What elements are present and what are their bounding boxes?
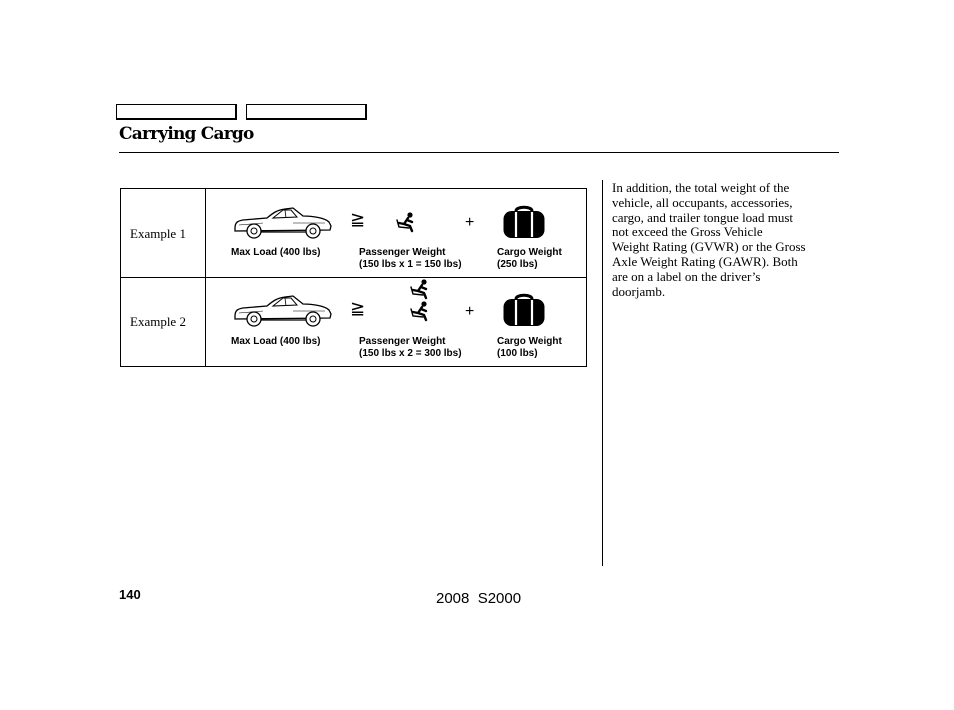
car-side-icon: [233, 204, 333, 240]
page-number: 140: [119, 587, 141, 602]
cargo-weight-value: (100 lbs): [497, 348, 538, 359]
paragraph-line: In addition, the total weight of the: [612, 180, 790, 195]
passenger-weight-calc: (150 lbs x 2 = 300 lbs): [359, 348, 462, 359]
example-row: [121, 189, 586, 278]
nav-tab-box-2[interactable]: [246, 104, 367, 120]
seated-passenger-icon: [409, 278, 431, 300]
passenger-weight-caption: [359, 247, 462, 271]
example-row: [121, 278, 586, 366]
paragraph-line: Weight Rating (GVWR) or the Gross: [612, 239, 806, 255]
seated-passenger-icon: [409, 300, 431, 322]
example-label-cell: [121, 278, 206, 366]
paragraph-line: doorjamb.: [612, 283, 666, 299]
paragraph-line: Axle Weight Rating (GAWR). Both: [612, 253, 798, 269]
cargo-weight-title: Cargo Weight: [497, 247, 562, 258]
cargo-weight-caption: [497, 336, 562, 360]
paragraph-line: cargo, and trailer tongue load must: [612, 209, 793, 225]
paragraph-line: are on a label on the driver’s: [612, 268, 761, 284]
gvwr-paragraph: [612, 181, 844, 299]
passenger-weight-caption: [359, 336, 462, 360]
luggage-bag-icon: [502, 293, 546, 327]
plus-symbol: +: [465, 303, 475, 320]
cargo-weight-title: Cargo Weight: [497, 336, 562, 347]
example-label-cell: [121, 189, 206, 277]
load-examples-table: [120, 188, 587, 367]
seated-passenger-icon: [395, 211, 417, 233]
example-label: Example 1: [130, 226, 186, 241]
greater-or-equal-symbol: ≧: [350, 209, 366, 230]
luggage-bag-icon: [502, 205, 546, 239]
paragraph-line: not exceed the Gross Vehicle: [612, 224, 763, 240]
car-side-icon: [233, 292, 333, 328]
max-load-caption: Max Load (400 lbs): [231, 247, 321, 258]
example-label: Example 2: [130, 314, 186, 329]
title-divider: [119, 152, 839, 153]
cargo-weight-caption: [497, 247, 562, 271]
max-load-caption: Max Load (400 lbs): [231, 336, 321, 347]
cargo-weight-value: (250 lbs): [497, 259, 538, 270]
greater-or-equal-symbol: ≧: [350, 298, 366, 319]
footer-model: 2008 S2000: [436, 590, 522, 607]
nav-tab-box-1[interactable]: [116, 104, 237, 120]
column-divider: [602, 180, 603, 566]
paragraph-line: vehicle, all occupants, accessories,: [612, 194, 793, 210]
passenger-weight-calc: (150 lbs x 1 = 150 lbs): [359, 259, 462, 270]
plus-symbol: +: [465, 214, 475, 231]
page-title: Carrying Cargo: [119, 124, 254, 144]
passenger-weight-title: Passenger Weight: [359, 336, 446, 347]
passenger-weight-title: Passenger Weight: [359, 247, 446, 258]
